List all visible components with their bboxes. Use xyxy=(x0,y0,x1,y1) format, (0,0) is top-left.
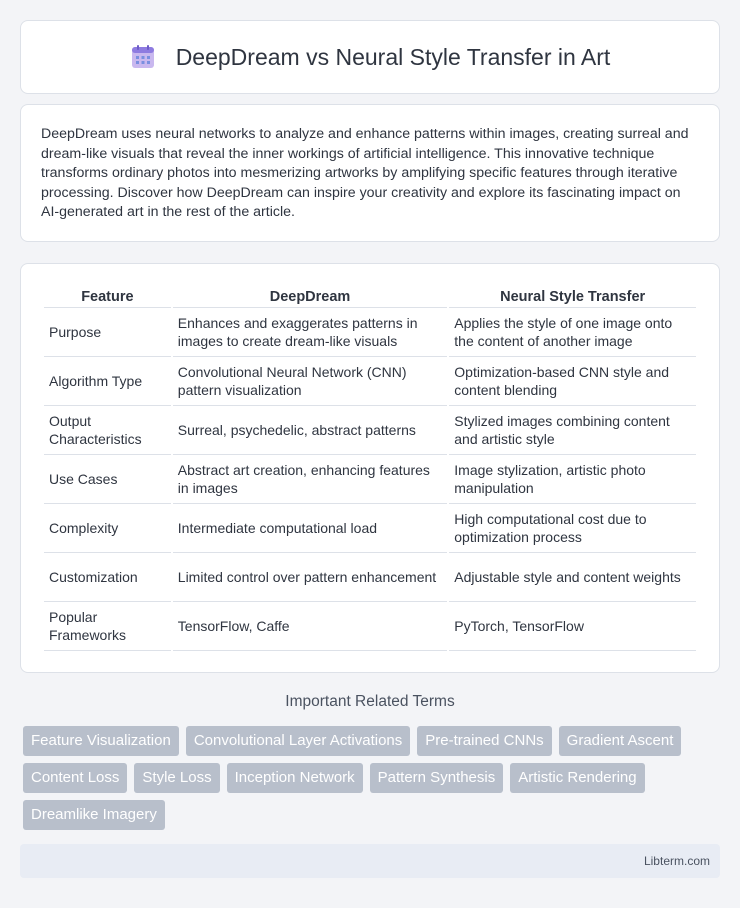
row-deepdream: Abstract art creation, enhancing features in images xyxy=(173,455,447,504)
row-feature: Algorithm Type xyxy=(44,357,171,406)
comparison-table xyxy=(42,284,698,651)
header-style-transfer: Neural Style Transfer xyxy=(449,284,696,308)
row-style-transfer: Applies the style of one image onto the content of another image xyxy=(449,308,696,357)
row-feature: Customization xyxy=(44,553,171,602)
row-style-transfer: Stylized images combining content and artistic style xyxy=(449,406,696,455)
row-deepdream: Convolutional Neural Network (CNN) pattern visualization xyxy=(173,357,447,406)
row-feature: Output Characteristics xyxy=(44,406,171,455)
related-term-tag[interactable]: Style Loss xyxy=(134,763,219,793)
related-term-tag[interactable]: Pre-trained CNNs xyxy=(417,726,551,756)
row-feature: Complexity xyxy=(44,504,171,553)
related-term-tag[interactable]: Feature Visualization xyxy=(23,726,179,756)
related-term-tag[interactable]: Inception Network xyxy=(227,763,363,793)
table-row xyxy=(44,504,696,553)
row-style-transfer: Adjustable style and content weights xyxy=(449,553,696,602)
table-row xyxy=(44,357,696,406)
row-style-transfer: Image stylization, artistic photo manipulation xyxy=(449,455,696,504)
row-deepdream: TensorFlow, Caffe xyxy=(173,602,447,651)
row-style-transfer: PyTorch, TensorFlow xyxy=(449,602,696,651)
footer xyxy=(20,844,720,878)
row-style-transfer: Optimization-based CNN style and content blending xyxy=(449,357,696,406)
related-term-tag[interactable]: Artistic Rendering xyxy=(510,763,644,793)
table-row xyxy=(44,455,696,504)
header-card xyxy=(20,20,720,94)
row-feature: Popular Frameworks xyxy=(44,602,171,651)
related-term-tag[interactable]: Gradient Ascent xyxy=(559,726,682,756)
table-row xyxy=(44,553,696,602)
related-term-tag[interactable]: Content Loss xyxy=(23,763,127,793)
row-deepdream: Enhances and exaggerates patterns in images to create dream-like visuals xyxy=(173,308,447,357)
footer-site-link[interactable]: Libterm.com xyxy=(643,854,710,868)
table-row xyxy=(44,308,696,357)
header-feature: Feature xyxy=(44,284,171,308)
row-deepdream: Limited control over pattern enhancement xyxy=(173,553,447,602)
intro-card xyxy=(20,104,720,242)
related-term-tag[interactable]: Pattern Synthesis xyxy=(370,763,504,793)
row-feature: Purpose xyxy=(44,308,171,357)
row-style-transfer: High computational cost due to optimization process xyxy=(449,504,696,553)
related-terms-list xyxy=(23,726,723,830)
table-header-row xyxy=(44,284,696,308)
related-term-tag[interactable]: Dreamlike Imagery xyxy=(23,800,165,830)
header-deepdream: DeepDream xyxy=(173,284,447,308)
row-deepdream: Surreal, psychedelic, abstract patterns xyxy=(173,406,447,455)
calendar-icon xyxy=(130,44,156,70)
intro-text: DeepDream uses neural networks to analyze and enhance patterns within images, creating surreal and dream-like visuals that reveal the inner workings of artificial intelligence. This innovative technique transforms ordinary photos into mesmerizing artworks by amplifying specific features through iterative processing. Discover how DeepDream can inspire your creativity and explore its fascinating impact on AI-generated art in the rest of the article. xyxy=(41,126,689,221)
row-feature: Use Cases xyxy=(44,455,171,504)
row-deepdream: Intermediate computational load xyxy=(173,504,447,553)
table-row xyxy=(44,406,696,455)
related-terms-title: Important Related Terms xyxy=(285,693,455,710)
table-row xyxy=(44,602,696,651)
related-term-tag[interactable]: Convolutional Layer Activations xyxy=(186,726,410,756)
comparison-card xyxy=(20,263,720,673)
page-title: DeepDream vs Neural Style Transfer in Art xyxy=(175,43,611,70)
